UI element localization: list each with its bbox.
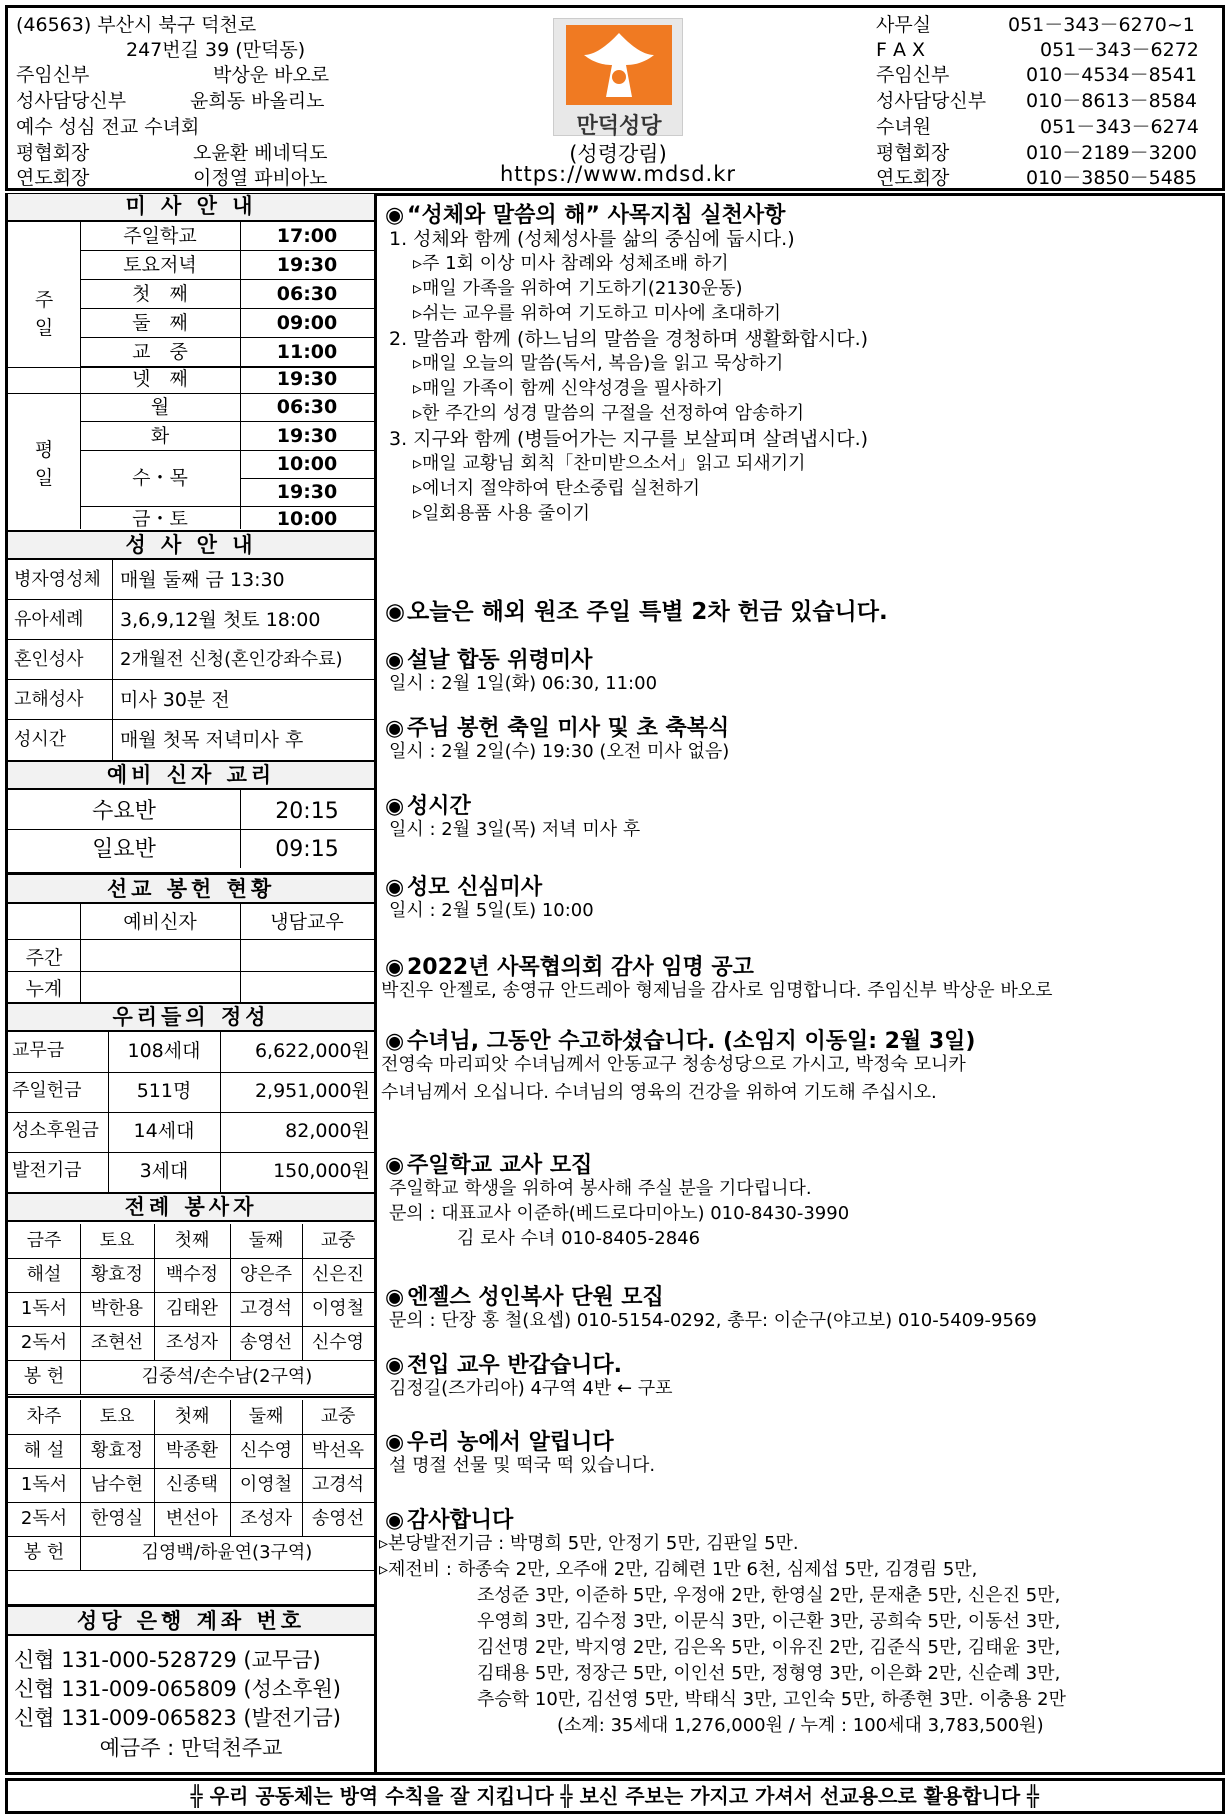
catechism-time: 20:15 (275, 799, 339, 824)
notice-line: 3. 지구와 함께 (병들어가는 지구를 보살피며 살려냅시다.) (389, 428, 869, 450)
grid-line (8, 1570, 374, 1571)
notice-title (385, 1148, 592, 1179)
grid-line (8, 1536, 374, 1537)
notice-bullet-icon: ◉ (385, 955, 405, 980)
servers-role: 2독서 (20, 1508, 68, 1529)
notice-line: ▹에너지 절약하여 탄소중립 실천하기 (413, 478, 701, 499)
notice-title-text: 감사합니다 (407, 1508, 514, 1533)
grid-line (80, 1536, 81, 1570)
grid-line (8, 1360, 374, 1361)
servers-role: 2독서 (20, 1332, 68, 1353)
sunday-mass-name: 넷 째 (132, 368, 188, 390)
convent-label: 수녀원 (876, 116, 932, 138)
sacrament-info: 매월 둘째 금 13:30 (120, 569, 285, 591)
servers-role: 해 설 (23, 1440, 65, 1461)
sacrament-title: 성 사 안 내 (8, 530, 374, 560)
funeral-name: 이정열 파비아노 (193, 167, 328, 189)
offering-name: 주일헌금 (12, 1080, 82, 1101)
notice-bullet-icon: ◉ (385, 794, 405, 819)
motto: (성령강림) (569, 142, 667, 166)
notice-line: 김 로사 수녀 010-8405-2846 (457, 1228, 701, 1249)
servers-offer: 김중석/손수남(2구역) (141, 1366, 313, 1387)
notice-title-text: 성시간 (407, 794, 471, 819)
servers-name: 조성자 (239, 1508, 293, 1529)
servers-role: 해설 (26, 1264, 62, 1285)
servers-header-cell: 차주 (26, 1406, 62, 1427)
notice-bullet-icon: ◉ (385, 1353, 405, 1378)
funeral-label: 연도회장 (16, 167, 90, 189)
servers-name: 변선아 (165, 1508, 219, 1529)
notice-line: 문의 : 대표교사 이준하(베드로다미아노) 010-8430-3990 (389, 1203, 850, 1224)
confessor-phone: 010－8613－8584 (1026, 90, 1197, 112)
notice-bullet-icon: ◉ (385, 599, 406, 625)
sunday-mass-name: 첫 째 (132, 283, 188, 305)
sunday-mass-name: 교 중 (132, 341, 188, 363)
weekday-mass-time: 19:30 (276, 425, 338, 447)
servers-header-cell: 교중 (320, 1230, 356, 1251)
servers-name: 송영선 (239, 1332, 293, 1353)
weekday-mass-time: 10:00 (276, 453, 338, 475)
catechism-time: 09:15 (275, 837, 339, 862)
funeral-phone: 010－3850－5485 (1026, 167, 1197, 189)
weekday-mass-time: 10:00 (276, 508, 338, 530)
notice-title-text: “성체와 말씀의 해” 사목지침 실천사항 (407, 203, 786, 228)
mass-title: 미 사 안 내 (8, 194, 374, 222)
notice-line: 일시 : 2월 1일(화) 06:30, 11:00 (389, 673, 658, 694)
sunday-mass-time: 19:30 (276, 254, 338, 276)
council-name: 오윤환 베네딕도 (193, 142, 328, 164)
notice-title (385, 1503, 513, 1534)
notice-title (385, 1280, 664, 1311)
weekday-label: 평 일 (34, 439, 54, 489)
notice-title-text: 성모 신심미사 (407, 875, 543, 900)
bank-holder: 예금주 : 만덕천주교 (99, 1736, 283, 1760)
notice-bullet-icon: ◉ (385, 1285, 405, 1310)
notice-title (385, 789, 471, 820)
servers-name: 박한용 (90, 1298, 144, 1319)
servers-name: 박종환 (165, 1440, 219, 1461)
servers-name: 신은진 (311, 1264, 365, 1285)
offering-amount: 6,622,000원 (254, 1040, 370, 1062)
mission-row: 주간 (25, 947, 63, 969)
notice-title-text: 우리 농에서 알립니다 (407, 1430, 614, 1455)
servers-name: 조현선 (90, 1332, 144, 1353)
sunday-mass-name: 토요저녁 (123, 254, 197, 276)
servers-name: 박선옥 (311, 1440, 365, 1461)
notice-bullet-icon: ◉ (385, 875, 405, 900)
grid-line (8, 1396, 374, 1398)
sacrament-name: 유아세례 (14, 609, 84, 630)
weekday-mass-time: 19:30 (276, 481, 338, 503)
weekday-mass-name: 화 (150, 425, 170, 447)
notice-title (385, 593, 888, 626)
notice-title-text: 전입 교우 반갑습니다. (407, 1353, 622, 1378)
offering-count: 108세대 (127, 1040, 201, 1062)
servers-header-cell: 첫째 (174, 1406, 210, 1427)
sacrament-name: 병자영성체 (14, 569, 101, 590)
pastor-phone-label: 주임신부 (876, 64, 950, 86)
grid-line (80, 1360, 81, 1394)
sunday-mass-time: 09:00 (276, 312, 338, 334)
offering-amount: 150,000원 (273, 1160, 370, 1182)
grid-line (8, 1292, 374, 1293)
servers-name: 송영선 (311, 1508, 365, 1529)
sacrament-info: 미사 30분 전 (120, 689, 230, 711)
sisters-line: 예수 성심 전교 수녀회 (16, 116, 200, 138)
servers-name: 고경석 (239, 1298, 293, 1319)
grid-line (8, 1394, 374, 1395)
notice-line: 2. 말씀과 함께 (하느님의 말씀을 경청하며 생활화합시다.) (389, 328, 869, 350)
grid-line (8, 1434, 374, 1435)
sacrament-info: 매월 첫목 저녁미사 후 (120, 729, 304, 751)
servers-name: 신수영 (239, 1440, 293, 1461)
servers-offer-label: 봉 헌 (23, 1542, 65, 1563)
servers-offer-label: 봉 헌 (23, 1366, 65, 1387)
notice-title (385, 870, 542, 901)
notice-title-text: 수녀님, 그동안 수고하셨습니다. (소임지 이동일: 2월 3일) (407, 1029, 976, 1054)
notice-line: 조성준 3만, 이준하 5만, 우정애 2만, 한영실 2만, 문재춘 5만, 신은진 5만, (477, 1585, 1061, 1606)
council-phone-label: 평협회장 (876, 142, 950, 164)
sunday-mass-time: 11:00 (276, 341, 338, 363)
sunday-mass-name: 둘 째 (132, 312, 188, 334)
mission-col: 냉담교우 (270, 911, 344, 933)
servers-header-cell: 둘째 (248, 1230, 284, 1251)
notice-line: 우영희 3만, 김수정 3만, 이문식 3만, 이근환 3만, 공희숙 5만, 이동선 3만, (477, 1611, 1061, 1632)
sacrament-info: 2개월전 신청(혼인강좌수료) (120, 649, 343, 670)
offering-name: 교무금 (12, 1040, 65, 1061)
bank-account: 신협 131-009-065809 (성소후원) (14, 1677, 341, 1701)
mission-title: 선교 봉헌 현황 (8, 872, 374, 904)
fax-label: F A X (876, 39, 926, 61)
notice-line: 전영숙 마리피앗 수녀님께서 안동교구 청송성당으로 가시고, 박정숙 모니카 (381, 1054, 966, 1075)
notice-line: (소계: 35세대 1,276,000원 / 누계 : 100세대 3,783,500원) (557, 1715, 1044, 1736)
sunday-mass-time: 06:30 (276, 283, 338, 305)
confessor-phone-label: 성사담당신부 (876, 90, 987, 112)
servers-name: 한영실 (90, 1508, 144, 1529)
notice-bullet-icon: ◉ (385, 1508, 405, 1533)
servers-name: 양은주 (239, 1264, 293, 1285)
dove-flame-icon (566, 25, 672, 105)
weekday-mass-time: 06:30 (276, 396, 338, 418)
pastor-label: 주임신부 (16, 64, 90, 86)
servers-name: 백수정 (165, 1264, 219, 1285)
notice-line: ▹매일 가족을 위하여 기도하기(2130운동) (413, 278, 743, 299)
fax-number: 051－343－6272 (1040, 39, 1199, 61)
notice-line: 수녀님께서 오십니다. 수녀님의 영육의 건강을 위하여 기도해 주십시오. (381, 1082, 937, 1103)
council-phone: 010－2189－3200 (1026, 142, 1197, 164)
notice-title (385, 1425, 614, 1456)
servers-name: 신수영 (311, 1332, 365, 1353)
notice-line: 일시 : 2월 2일(수) 19:30 (오전 미사 없음) (389, 741, 730, 762)
sacrament-name: 성시간 (14, 729, 67, 750)
servers-name: 남수현 (90, 1474, 144, 1495)
notice-line: ▹주 1회 이상 미사 참례와 성체조배 하기 (413, 253, 729, 274)
notice-line: 김태용 5만, 정장근 5만, 이인선 5만, 정형영 3만, 이은화 2만, 신순례 3만, (477, 1663, 1061, 1684)
website-link[interactable]: https://www.mdsd.kr (499, 162, 737, 186)
offering-count: 511명 (136, 1080, 192, 1102)
weekday-mass-name: 금・토 (132, 508, 188, 530)
notice-title (385, 950, 754, 981)
offering-title: 우리들의 정성 (8, 1002, 374, 1032)
servers-role: 1독서 (20, 1474, 68, 1495)
sunday-mass-time: 19:30 (276, 368, 338, 390)
sacrament-name: 고해성사 (14, 689, 84, 710)
offering-amount: 2,951,000원 (254, 1080, 370, 1102)
footer-banner: ╬ 우리 공동체는 방역 수칙을 잘 지킵니다 ╬ 보신 주보는 가지고 가셔서 선교용으로 활용합니다 ╬ (5, 1778, 1225, 1814)
servers-name: 고경석 (311, 1474, 365, 1495)
notice-bullet-icon: ◉ (385, 1029, 405, 1054)
servers-name: 김태완 (165, 1298, 219, 1319)
office-label: 사무실 (876, 14, 932, 36)
notice-title-text: 2022년 사목협의회 감사 임명 공고 (407, 955, 754, 980)
servers-role: 1독서 (20, 1298, 68, 1319)
notice-bullet-icon: ◉ (385, 648, 405, 673)
office-phone: 051－343－6270~1 (1008, 14, 1195, 36)
servers-name: 이영철 (311, 1298, 365, 1319)
notice-bullet-icon: ◉ (385, 1430, 405, 1455)
funeral-phone-label: 연도회장 (876, 167, 950, 189)
address-line-1: (46563) 부산시 북구 덕천로 (16, 14, 257, 36)
offering-amount: 82,000원 (285, 1120, 370, 1142)
notice-line: ▹본당발전기금 : 박명희 5만, 안정기 5만, 김판일 5만. (379, 1533, 799, 1554)
pastor-name: 박상운 바오로 (213, 64, 330, 86)
notice-line: 김선명 2만, 박지영 2만, 김은옥 5만, 이유진 2만, 김준식 5만, 김태윤 3만, (477, 1637, 1061, 1658)
sunday-label: 주 일 (34, 289, 54, 339)
notice-title (385, 1024, 976, 1055)
weekday-mass-name: 수・목 (132, 467, 188, 489)
church-logo (553, 18, 683, 139)
servers-offer: 김영백/하윤연(3구역) (141, 1542, 313, 1563)
logo-name: 만덕성당 (576, 114, 662, 139)
sunday-mass-time: 17:00 (276, 225, 338, 247)
catechism-class: 일요반 (92, 837, 156, 862)
notice-line: ▹쉬는 교우를 위하여 기도하고 미사에 초대하기 (413, 303, 782, 324)
confessor-label: 성사담당신부 (16, 90, 127, 112)
offering-count: 3세대 (139, 1160, 189, 1182)
notice-line: ▹일회용품 사용 줄이기 (413, 503, 590, 524)
convent-phone: 051－343－6274 (1040, 116, 1199, 138)
notice-line: ▹제전비 : 하종숙 2만, 오주애 2만, 김혜련 1만 6천, 심제섭 5만, 김경림 5만, (379, 1559, 978, 1580)
mission-row: 누계 (25, 978, 63, 1000)
notice-title (385, 711, 729, 742)
offering-count: 14세대 (133, 1120, 195, 1142)
servers-header-cell: 둘째 (248, 1406, 284, 1427)
bank-title: 성당 은행 계좌 번호 (8, 1604, 374, 1636)
servers-header-cell: 첫째 (174, 1230, 210, 1251)
bank-account: 신협 131-009-065823 (발전기금) (14, 1706, 341, 1730)
servers-title: 전례 봉사자 (8, 1192, 374, 1222)
weekday-mass-name: 월 (150, 396, 170, 418)
council-label: 평협회장 (16, 142, 90, 164)
servers-name: 황효정 (90, 1440, 144, 1461)
servers-header-cell: 토요 (99, 1406, 135, 1427)
sacrament-info: 3,6,9,12월 첫토 18:00 (120, 609, 321, 631)
notice-title-text: 엔젤스 성인복사 단원 모집 (407, 1285, 664, 1310)
notice-title (385, 198, 785, 229)
catechism-class: 수요반 (92, 799, 156, 824)
servers-name: 이영철 (239, 1474, 293, 1495)
grid-line (8, 1326, 374, 1327)
servers-header-cell: 교중 (320, 1406, 356, 1427)
grid-line (8, 1502, 374, 1503)
notice-line: 주일학교 학생을 위하여 봉사해 주실 분을 기다립니다. (389, 1178, 812, 1199)
notice-line: 추승학 10만, 김선영 5만, 박태식 3만, 고인숙 5만, 하종현 3만. 이충용 2만 (477, 1689, 1067, 1710)
notice-line: ▹매일 교황님 회칙「찬미받으소서」읽고 되새기기 (413, 453, 806, 474)
servers-name: 황효정 (90, 1264, 144, 1285)
offering-name: 성소후원금 (12, 1120, 99, 1141)
servers-name: 조성자 (165, 1332, 219, 1353)
notice-title-text: 오늘은 해외 원조 주일 특별 2차 헌금 있습니다. (407, 599, 888, 625)
notice-title-text: 설날 합동 위령미사 (407, 648, 593, 673)
catechism-title: 예비 신자 교리 (8, 760, 374, 790)
bank-account: 신협 131-000-528729 (교무금) (14, 1648, 321, 1672)
notice-title (385, 643, 592, 674)
address-line-2: 247번길 39 (만덕동) (126, 39, 306, 61)
notice-line: ▹한 주간의 성경 말씀의 구절을 선정하여 암송하기 (413, 403, 805, 424)
offering-name: 발전기금 (12, 1160, 82, 1181)
notice-bullet-icon: ◉ (385, 716, 405, 741)
notices-column (377, 193, 1225, 1775)
grid-line (8, 1258, 374, 1259)
notice-line: 1. 성체와 함께 (성체성사를 삶의 중심에 둡시다.) (389, 228, 795, 250)
notice-line: ▹매일 가족이 함께 신약성경을 필사하기 (413, 378, 724, 399)
notice-title-text: 주일학교 교사 모집 (407, 1153, 593, 1178)
servers-header-cell: 금주 (26, 1230, 62, 1251)
notice-bullet-icon: ◉ (385, 203, 405, 228)
servers-name: 신종택 (165, 1474, 219, 1495)
mission-col: 예비신자 (123, 911, 197, 933)
notice-line: ▹매일 오늘의 말씀(독서, 복음)을 읽고 묵상하기 (413, 353, 784, 374)
sacrament-name: 혼인성사 (14, 649, 84, 670)
left-column (5, 193, 377, 1775)
notice-bullet-icon: ◉ (385, 1153, 405, 1178)
notice-line: 문의 : 단장 홍 철(요셉) 010-5154-0292, 총무: 이순구(야고보) 010-5409-9569 (389, 1310, 1037, 1331)
notice-line: 김정길(즈가리아) 4구역 4반 ← 구포 (389, 1378, 673, 1399)
header (5, 5, 1225, 191)
notice-line: 일시 : 2월 3일(목) 저녁 미사 후 (389, 819, 641, 840)
sunday-mass-name: 주일학교 (123, 225, 197, 247)
notice-line: 설 명절 선물 및 떡국 떡 있습니다. (389, 1455, 656, 1476)
notice-line: 일시 : 2월 5일(토) 10:00 (389, 900, 594, 921)
notice-line: 박진우 안젤로, 송영규 안드레아 형제님을 감사로 임명합니다. 주임신부 박상운 바오로 (381, 980, 1053, 1001)
notice-title (385, 1348, 622, 1379)
pastor-phone: 010－4534－8541 (1026, 64, 1197, 86)
confessor-name: 윤희동 바올리노 (190, 90, 325, 112)
grid-line (8, 1468, 374, 1469)
servers-header-cell: 토요 (99, 1230, 135, 1251)
notice-title-text: 주님 봉헌 축일 미사 및 초 축복식 (407, 716, 730, 741)
